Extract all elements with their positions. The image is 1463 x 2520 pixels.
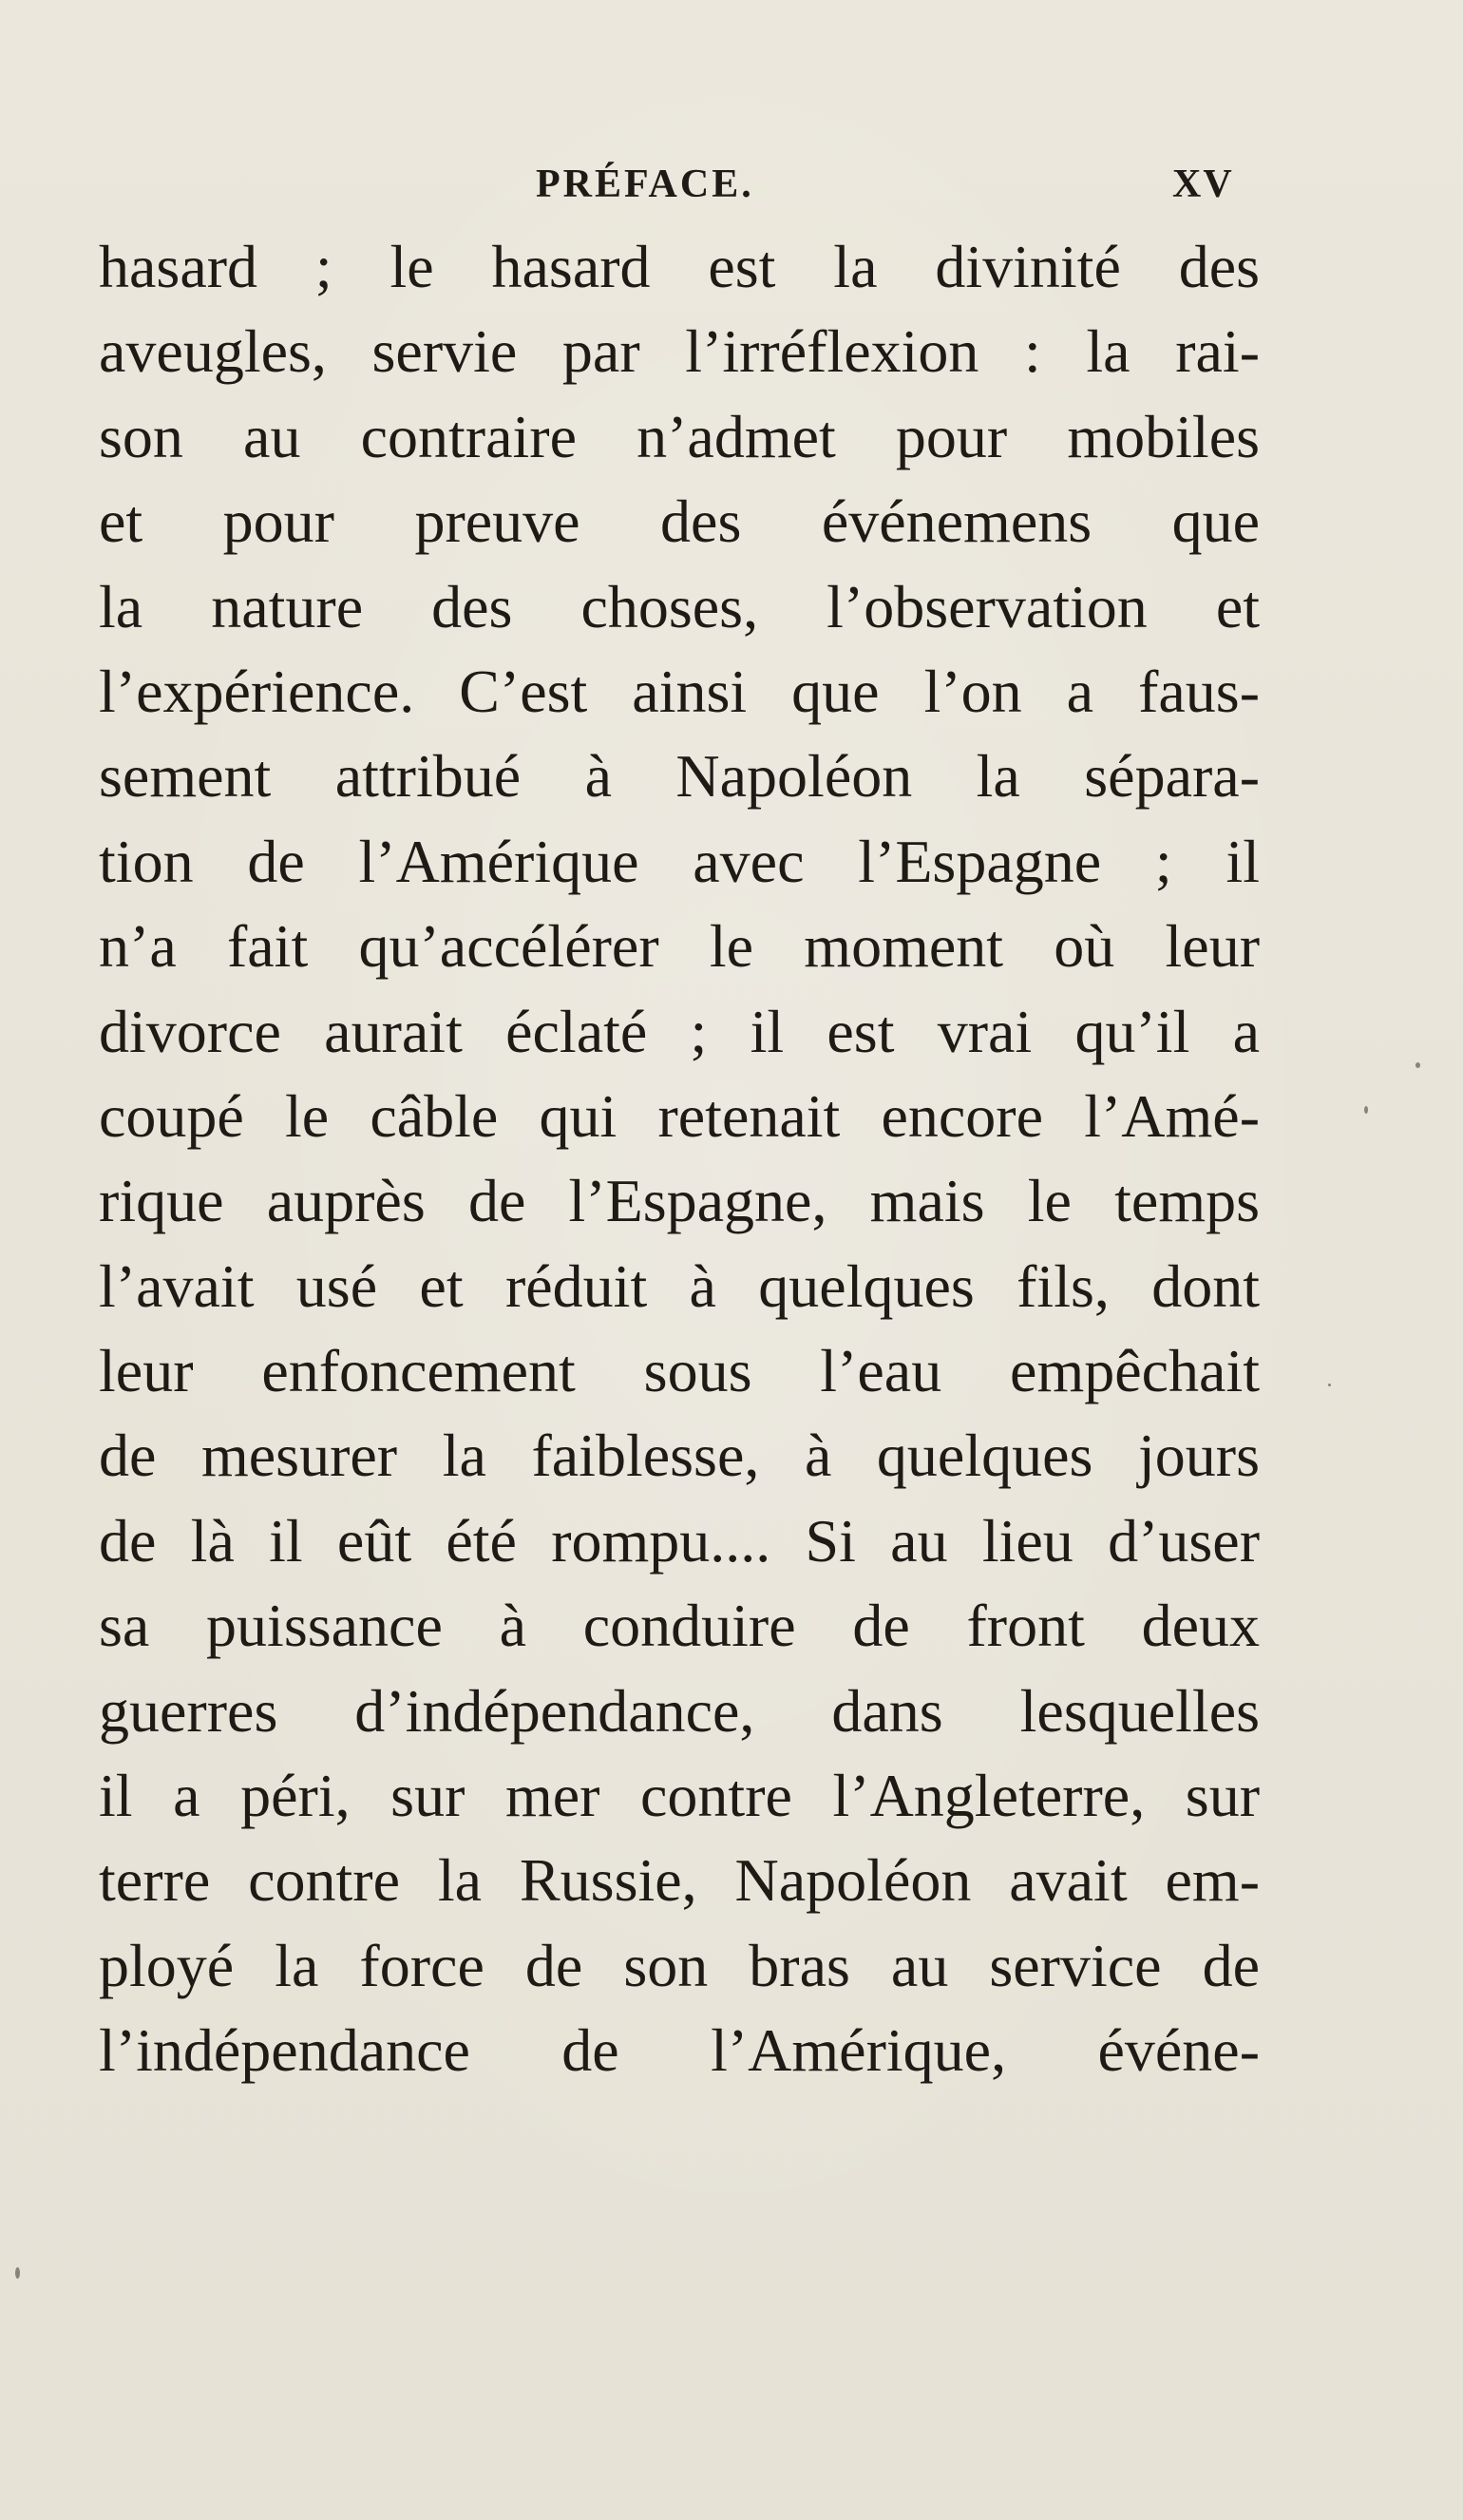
running-head (0, 156, 1463, 213)
page-number: XV (1172, 162, 1234, 206)
text-line: l’avait usé et réduit à quelques fils, dont (99, 1251, 1260, 1320)
text-line: terre contre la Russie, Napoléon avait em- (99, 1846, 1260, 1915)
text-line: il a péri, sur mer contre l’Angleterre, sur (99, 1762, 1260, 1830)
body-text (99, 224, 1260, 2093)
paper-speck (1416, 1062, 1420, 1068)
running-title: PRÉFACE. (536, 162, 754, 206)
text-line: ployé la force de son bras au service de (99, 1931, 1260, 1999)
text-line: aveugles, servie par l’irréflexion : la rai- (99, 317, 1260, 386)
text-line: sa puissance à conduire de front deux (99, 1592, 1260, 1660)
text-line: hasard ; le hasard est la divinité des (99, 233, 1260, 300)
paper-speck (1364, 1106, 1368, 1114)
text-line: coupé le câble qui retenait encore l’Amé- (99, 1081, 1260, 1150)
text-line: divorce aurait éclaté ; il est vrai qu’il a (99, 997, 1260, 1065)
text-line: la nature des choses, l’observation et (99, 572, 1260, 640)
text-line: leur enfoncement sous l’eau empêchait (99, 1337, 1260, 1405)
text-line: tion de l’Amérique avec l’Espagne ; il (99, 827, 1260, 895)
text-line: l’indépendance de l’Amérique, événe- (99, 2016, 1260, 2085)
text-line: de là il eût été rompu.... Si au lieu d’user (99, 1506, 1260, 1575)
text-line: de mesurer la faiblesse, à quelques jours (99, 1422, 1260, 1490)
text-line: et pour preuve des événemens que (99, 487, 1260, 556)
text-line: guerres d’indépendance, dans lesquelles (99, 1676, 1260, 1745)
text-line: son au contraire n’admet pour mobiles (99, 402, 1260, 470)
paper-speck (1328, 1384, 1331, 1386)
paper-speck (15, 2267, 20, 2279)
text-line: sement attribué à Napoléon la sépara- (99, 742, 1260, 811)
text-line: l’expérience. C’est ainsi que l’on a faus- (99, 657, 1260, 725)
text-line: rique auprès de l’Espagne, mais le temps (99, 1167, 1260, 1235)
text-line: n’a fait qu’accélérer le moment où leur (99, 912, 1260, 981)
